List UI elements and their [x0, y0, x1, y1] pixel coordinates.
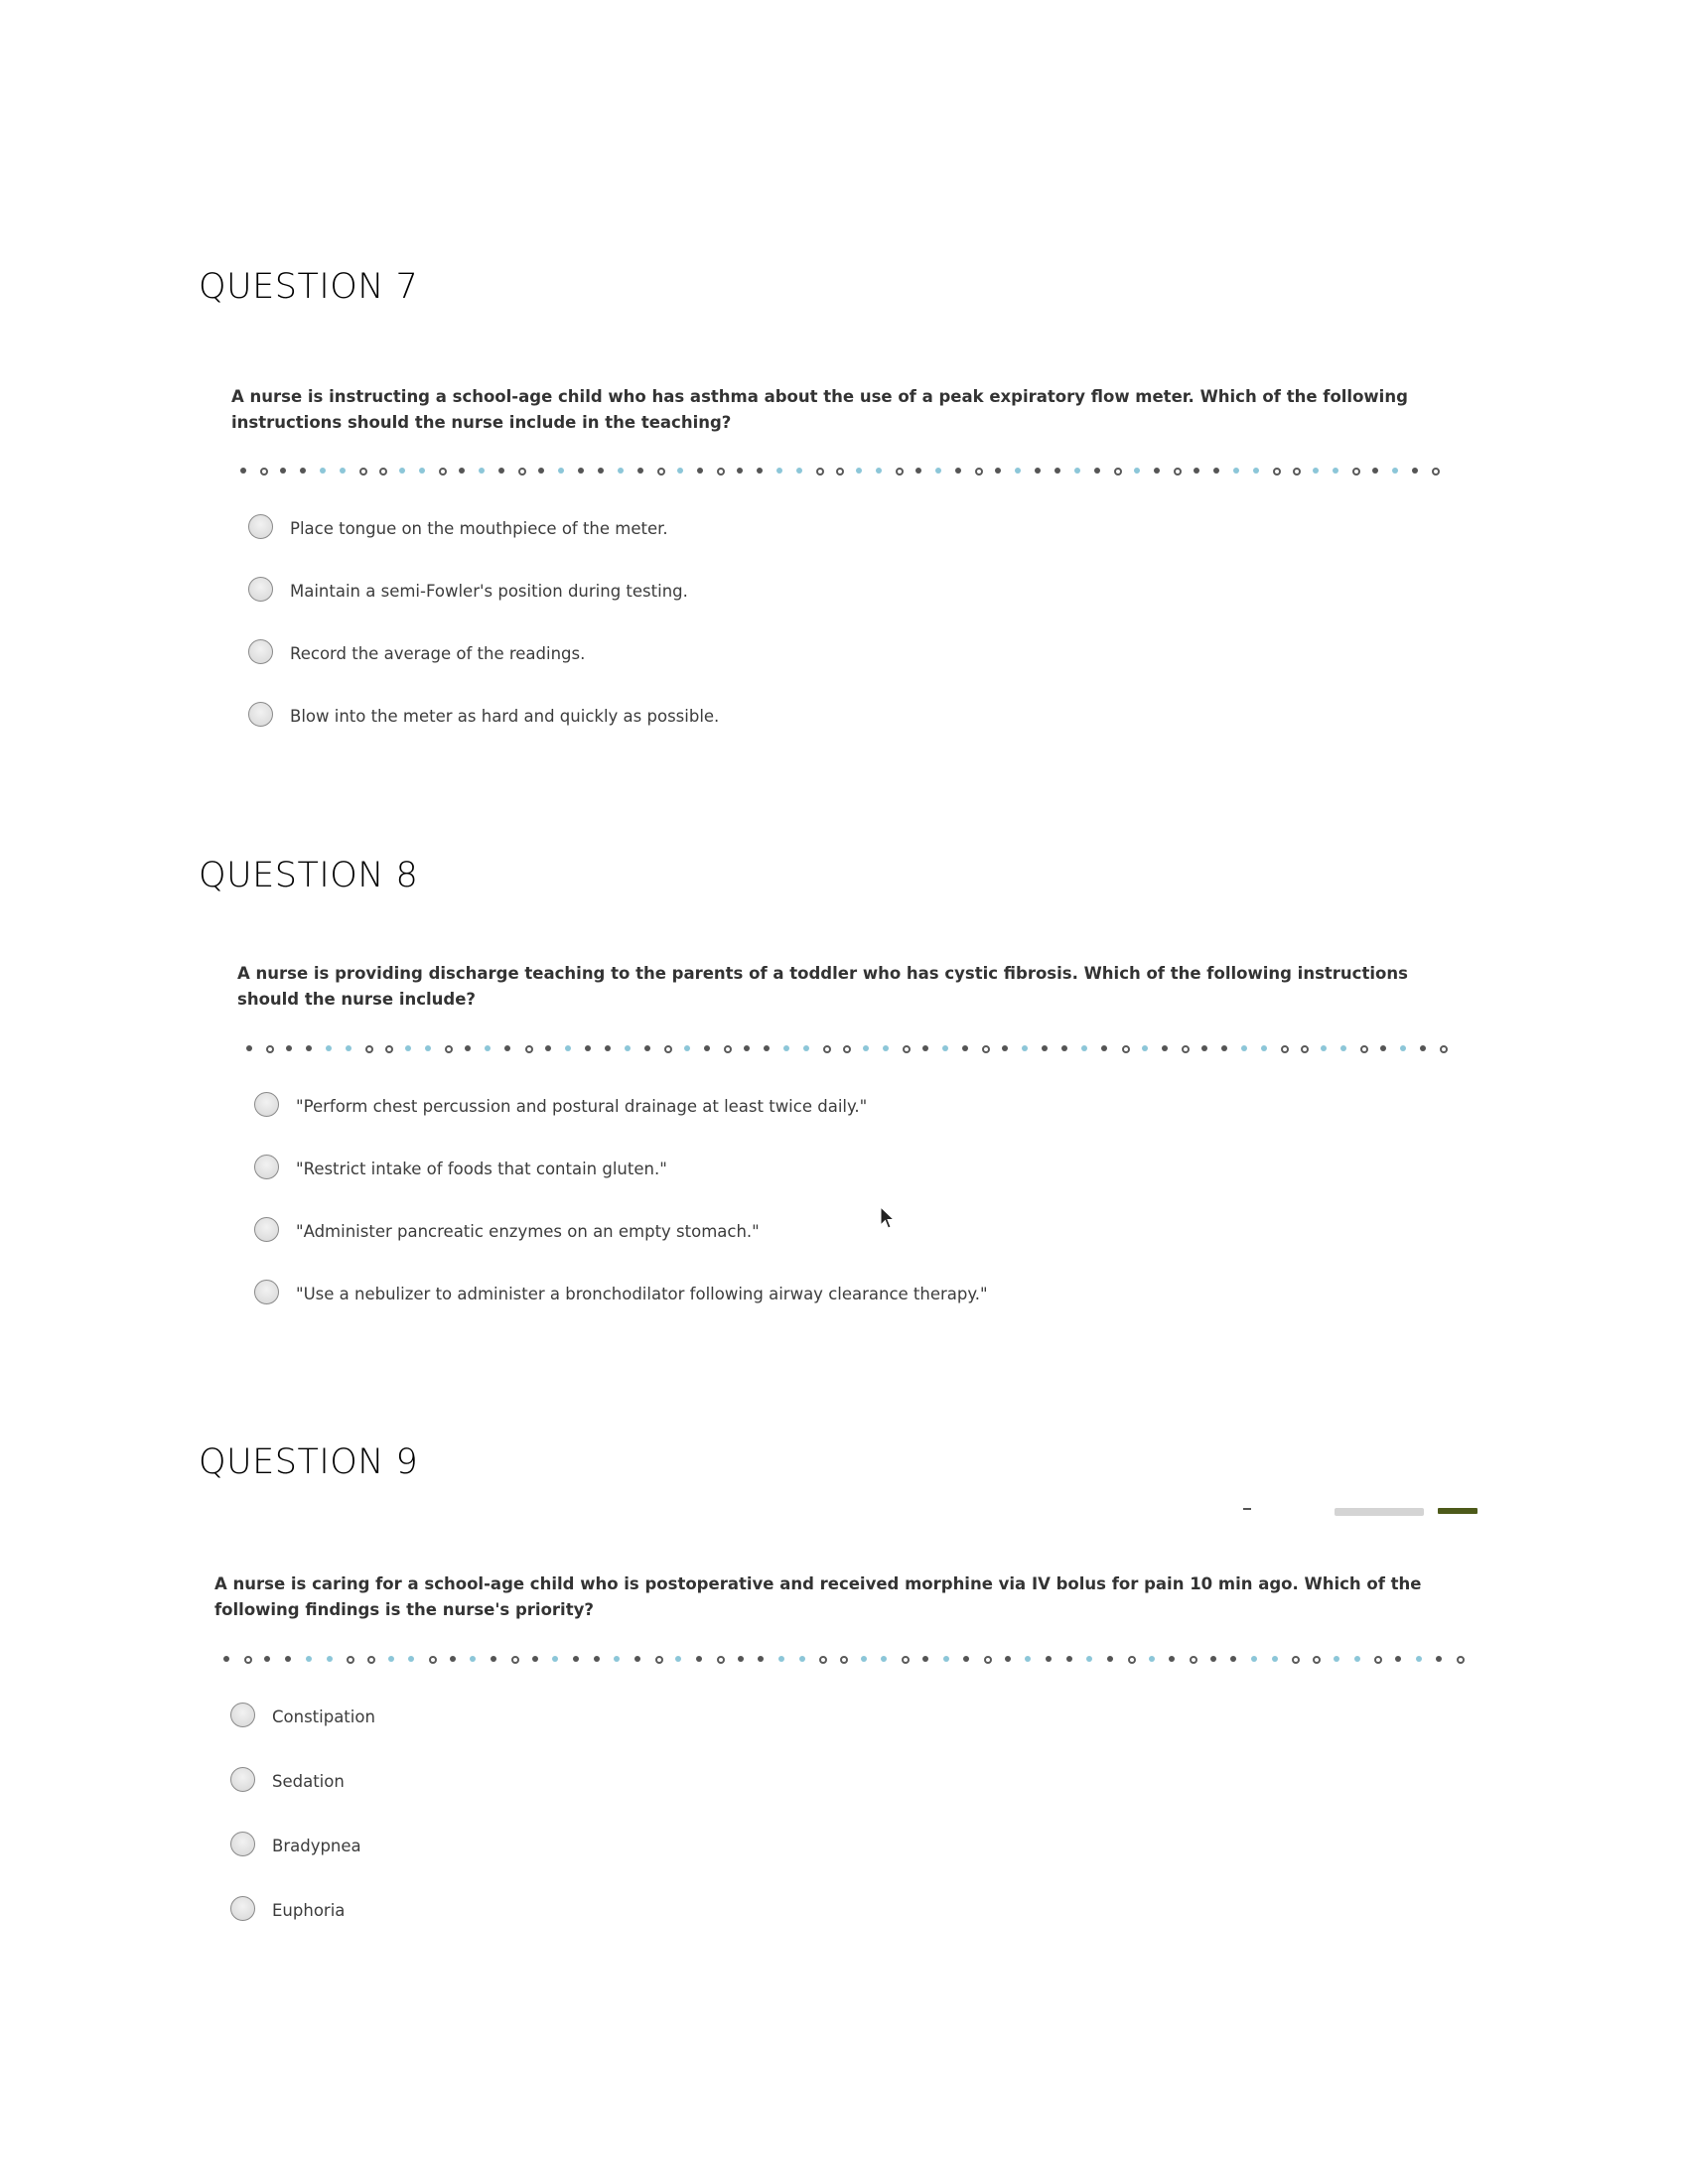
divider-dot	[644, 1045, 650, 1051]
divider-dot	[552, 1656, 558, 1662]
radio-button-icon[interactable]	[254, 1092, 279, 1117]
divider-dot	[637, 468, 643, 474]
divider-dot	[286, 1045, 292, 1051]
divider-dot	[1233, 468, 1239, 474]
question-7-option-1[interactable]	[248, 514, 1458, 577]
divider-dot	[876, 468, 882, 474]
divider-dot	[419, 468, 425, 474]
question-8-divider	[246, 1045, 1446, 1055]
divider-dot	[618, 468, 624, 474]
divider-dot	[385, 1045, 393, 1053]
divider-dot	[359, 468, 367, 476]
divider-dot	[340, 468, 346, 474]
divider-dot	[1272, 1656, 1278, 1662]
divider-dot	[1360, 1045, 1368, 1053]
question-8-option-1[interactable]	[254, 1092, 1464, 1155]
divider-dot	[1352, 468, 1360, 476]
divider-dot	[459, 468, 465, 474]
divider-dot	[264, 1656, 270, 1662]
divider-dot	[903, 1045, 911, 1053]
divider-dot	[984, 1656, 992, 1664]
divider-dot	[498, 468, 504, 474]
divider-dot	[796, 468, 802, 474]
divider-dot	[1061, 1045, 1067, 1051]
radio-button-icon[interactable]	[248, 702, 273, 727]
divider-dot	[326, 1045, 332, 1051]
question-9-block	[214, 1571, 1446, 1961]
divider-dot	[532, 1656, 538, 1662]
divider-dot	[744, 1045, 750, 1051]
question-8-stem: A nurse is providing discharge teaching to the parents of a toddler who has cystic fibrosis. Which of the following instructions should the nurse include?	[237, 964, 1408, 1009]
option-label[interactable]: Record the average of the readings.	[290, 644, 586, 663]
divider-dot	[223, 1656, 229, 1662]
question-8-options	[254, 1092, 1464, 1342]
divider-dot	[405, 1045, 411, 1051]
divider-dot	[738, 1656, 744, 1662]
option-label[interactable]: "Restrict intake of foods that contain gluten."	[296, 1160, 667, 1178]
divider-dot	[525, 1045, 533, 1053]
divider-dot	[724, 1045, 732, 1053]
mouse-cursor-icon	[880, 1206, 896, 1230]
radio-button-icon[interactable]	[230, 1767, 255, 1792]
divider-dot	[1395, 1656, 1401, 1662]
divider-dot	[538, 468, 544, 474]
radio-button-icon[interactable]	[248, 514, 273, 539]
divider-dot	[1372, 468, 1378, 474]
question-7-title: QUESTION 7	[199, 267, 419, 307]
divider-dot	[677, 468, 683, 474]
divider-dot	[843, 1045, 851, 1053]
divider-dot	[1046, 1656, 1052, 1662]
divider-dot	[634, 1656, 640, 1662]
divider-dot	[1002, 1045, 1008, 1051]
divider-dot	[881, 1656, 887, 1662]
divider-dot	[347, 1656, 354, 1664]
divider-dot	[922, 1656, 928, 1662]
question-9-option-1[interactable]	[230, 1703, 1446, 1767]
divider-dot	[1273, 468, 1281, 476]
divider-dot	[306, 1656, 312, 1662]
divider-dot	[1432, 468, 1440, 476]
divider-dot	[803, 1045, 809, 1051]
question-8-option-3[interactable]	[254, 1217, 1464, 1280]
divider-dot	[1241, 1045, 1247, 1051]
divider-dot	[545, 1045, 551, 1051]
divider-dot	[445, 1045, 453, 1053]
divider-dot	[1400, 1045, 1406, 1051]
divider-dot	[982, 1045, 990, 1053]
divider-dot	[697, 468, 703, 474]
option-label[interactable]: "Perform chest percussion and postural drainage at least twice daily."	[296, 1097, 868, 1116]
divider-dot	[240, 468, 246, 474]
divider-dot	[1134, 468, 1140, 474]
divider-dot	[1190, 1656, 1197, 1664]
divider-dot	[1230, 1656, 1236, 1662]
divider-dot	[280, 468, 286, 474]
divider-dot	[485, 1045, 491, 1051]
divider-dot	[346, 1045, 352, 1051]
question-7-option-2[interactable]	[248, 577, 1458, 639]
divider-dot	[260, 468, 268, 476]
divider-dot	[1313, 468, 1319, 474]
divider-dot	[367, 1656, 375, 1664]
divider-dot	[757, 468, 763, 474]
divider-dot	[511, 1656, 519, 1664]
divider-dot	[840, 1656, 848, 1664]
divider-dot	[429, 1656, 437, 1664]
divider-dot	[1035, 468, 1041, 474]
radio-button-icon[interactable]	[248, 577, 273, 602]
question-9-stem: A nurse is caring for a school-age child who is postoperative and received morphine via IV bolus for pain 10 min ago. Which of the following findings is the nurse's priority?	[214, 1574, 1422, 1619]
divider-dot	[819, 1656, 827, 1664]
divider-dot	[778, 1656, 784, 1662]
divider-dot	[1251, 1656, 1257, 1662]
divider-dot	[558, 468, 564, 474]
option-label[interactable]: Euphoria	[272, 1901, 346, 1920]
divider-dot	[816, 468, 824, 476]
divider-dot	[614, 1656, 620, 1662]
question-9-options	[230, 1703, 1446, 1961]
faint-toolbar-mark	[1243, 1508, 1251, 1510]
divider-dot	[764, 1045, 770, 1051]
divider-dot	[995, 468, 1001, 474]
divider-dot	[896, 468, 904, 476]
question-8-option-4[interactable]	[254, 1280, 1464, 1342]
divider-dot	[379, 468, 387, 476]
divider-dot	[717, 1656, 725, 1664]
question-9-option-3[interactable]	[230, 1832, 1446, 1896]
faint-gray-bar	[1335, 1508, 1424, 1516]
question-7-option-3[interactable]	[248, 639, 1458, 702]
divider-dot	[675, 1656, 681, 1662]
divider-dot	[943, 1656, 949, 1662]
divider-dot	[1154, 468, 1160, 474]
faint-green-bar	[1438, 1508, 1477, 1514]
question-7-options	[248, 514, 1458, 764]
divider-dot	[518, 468, 526, 476]
divider-dot	[439, 468, 447, 476]
divider-dot	[320, 468, 326, 474]
divider-dot	[684, 1045, 690, 1051]
divider-dot	[1380, 1045, 1386, 1051]
divider-dot	[479, 468, 485, 474]
divider-dot	[573, 1656, 579, 1662]
divider-dot	[578, 468, 584, 474]
option-label[interactable]: Sedation	[272, 1772, 345, 1791]
radio-button-icon[interactable]	[254, 1155, 279, 1179]
divider-dot	[902, 1656, 910, 1664]
divider-dot	[664, 1045, 672, 1053]
divider-dot	[696, 1656, 702, 1662]
divider-dot	[1094, 468, 1100, 474]
question-7-option-4[interactable]	[248, 702, 1458, 764]
divider-dot	[758, 1656, 764, 1662]
divider-dot	[399, 468, 405, 474]
divider-dot	[1162, 1045, 1168, 1051]
divider-dot	[783, 1045, 789, 1051]
divider-dot	[1293, 468, 1301, 476]
divider-dot	[836, 468, 844, 476]
divider-dot	[1201, 1045, 1207, 1051]
divider-dot	[1457, 1656, 1465, 1664]
divider-dot	[285, 1656, 291, 1662]
divider-dot	[306, 1045, 312, 1051]
divider-dot	[1334, 1656, 1339, 1662]
option-label[interactable]: "Use a nebulizer to administer a bronchodilator following airway clearance therapy."	[296, 1285, 988, 1303]
divider-dot	[1149, 1656, 1155, 1662]
question-9-divider	[223, 1656, 1463, 1666]
divider-dot	[955, 468, 961, 474]
radio-button-icon[interactable]	[248, 639, 273, 664]
divider-dot	[1440, 1045, 1448, 1053]
radio-button-icon[interactable]	[230, 1703, 255, 1727]
question-8-title: QUESTION 8	[199, 856, 419, 895]
divider-dot	[704, 1045, 710, 1051]
question-9-option-4[interactable]	[230, 1896, 1446, 1961]
divider-dot	[266, 1045, 274, 1053]
divider-dot	[1412, 468, 1418, 474]
divider-dot	[504, 1045, 510, 1051]
divider-dot	[470, 1656, 476, 1662]
divider-dot	[737, 468, 743, 474]
radio-button-icon[interactable]	[230, 1896, 255, 1921]
divider-dot	[425, 1045, 431, 1051]
option-label[interactable]: Place tongue on the mouthpiece of the meter.	[290, 519, 668, 538]
divider-dot	[1354, 1656, 1360, 1662]
divider-dot	[1169, 1656, 1175, 1662]
divider-dot	[491, 1656, 496, 1662]
divider-dot	[1321, 1045, 1327, 1051]
divider-dot	[1114, 468, 1122, 476]
divider-dot	[823, 1045, 831, 1053]
divider-dot	[1055, 468, 1060, 474]
radio-button-icon[interactable]	[254, 1217, 279, 1242]
divider-dot	[565, 1045, 571, 1051]
divider-dot	[594, 1656, 600, 1662]
divider-dot	[1261, 1045, 1267, 1051]
divider-dot	[935, 468, 941, 474]
divider-dot	[1066, 1656, 1072, 1662]
divider-dot	[1281, 1045, 1289, 1053]
question-8-block	[237, 961, 1464, 1342]
question-7-stem: A nurse is instructing a school-age child who has asthma about the use of a peak expiratory flow meter. Which of the following instructions should the nurse include in the teaching?	[231, 387, 1408, 432]
divider-dot	[408, 1656, 414, 1662]
divider-dot	[1182, 1045, 1190, 1053]
divider-dot	[776, 468, 782, 474]
question-9-title: QUESTION 9	[199, 1442, 419, 1482]
radio-button-icon[interactable]	[230, 1832, 255, 1856]
divider-dot	[861, 1656, 867, 1662]
divider-dot	[585, 1045, 591, 1051]
divider-dot	[465, 1045, 471, 1051]
divider-dot	[883, 1045, 889, 1051]
divider-dot	[1042, 1045, 1048, 1051]
divider-dot	[962, 1045, 968, 1051]
divider-dot	[1374, 1656, 1382, 1664]
divider-dot	[1416, 1656, 1422, 1662]
divider-dot	[922, 1045, 928, 1051]
divider-dot	[1142, 1045, 1148, 1051]
divider-dot	[1005, 1656, 1011, 1662]
divider-dot	[1074, 468, 1080, 474]
divider-dot	[1101, 1045, 1107, 1051]
question-7-divider	[240, 468, 1438, 478]
radio-button-icon[interactable]	[254, 1280, 279, 1304]
divider-dot	[655, 1656, 663, 1664]
divider-dot	[1086, 1656, 1092, 1662]
divider-dot	[1122, 1045, 1130, 1053]
divider-dot	[450, 1656, 456, 1662]
divider-dot	[856, 468, 862, 474]
divider-dot	[1292, 1656, 1300, 1664]
option-label[interactable]: "Administer pancreatic enzymes on an empty stomach."	[296, 1222, 760, 1241]
divider-dot	[1210, 1656, 1216, 1662]
divider-dot	[963, 1656, 969, 1662]
option-label[interactable]: Blow into the meter as hard and quickly as possible.	[290, 707, 720, 726]
divider-dot	[300, 468, 306, 474]
divider-dot	[915, 468, 921, 474]
divider-dot	[1025, 1656, 1031, 1662]
divider-dot	[863, 1045, 869, 1051]
divider-dot	[365, 1045, 373, 1053]
divider-dot	[1022, 1045, 1028, 1051]
divider-dot	[1015, 468, 1021, 474]
divider-dot	[1333, 468, 1338, 474]
divider-dot	[1313, 1656, 1321, 1664]
divider-dot	[605, 1045, 611, 1051]
divider-dot	[942, 1045, 948, 1051]
divider-dot	[1194, 468, 1199, 474]
divider-dot	[657, 468, 665, 476]
option-label[interactable]: Constipation	[272, 1707, 375, 1726]
divider-dot	[1301, 1045, 1309, 1053]
question-7-block	[231, 384, 1458, 764]
divider-dot	[1436, 1656, 1442, 1662]
divider-dot	[625, 1045, 631, 1051]
divider-dot	[975, 468, 983, 476]
divider-dot	[598, 468, 604, 474]
question-9-option-2[interactable]	[230, 1767, 1446, 1832]
divider-dot	[1174, 468, 1182, 476]
question-8-option-2[interactable]	[254, 1155, 1464, 1217]
divider-dot	[1081, 1045, 1087, 1051]
divider-dot	[799, 1656, 805, 1662]
divider-dot	[1221, 1045, 1227, 1051]
option-label[interactable]: Bradypnea	[272, 1837, 361, 1855]
divider-dot	[327, 1656, 333, 1662]
divider-dot	[1253, 468, 1259, 474]
divider-dot	[1420, 1045, 1426, 1051]
divider-dot	[388, 1656, 394, 1662]
divider-dot	[717, 468, 725, 476]
divider-dot	[244, 1656, 252, 1664]
option-label[interactable]: Maintain a semi-Fowler's position during testing.	[290, 582, 688, 601]
divider-dot	[1392, 468, 1398, 474]
divider-dot	[1213, 468, 1219, 474]
divider-dot	[1340, 1045, 1346, 1051]
divider-dot	[1128, 1656, 1136, 1664]
divider-dot	[1107, 1656, 1113, 1662]
divider-dot	[246, 1045, 252, 1051]
